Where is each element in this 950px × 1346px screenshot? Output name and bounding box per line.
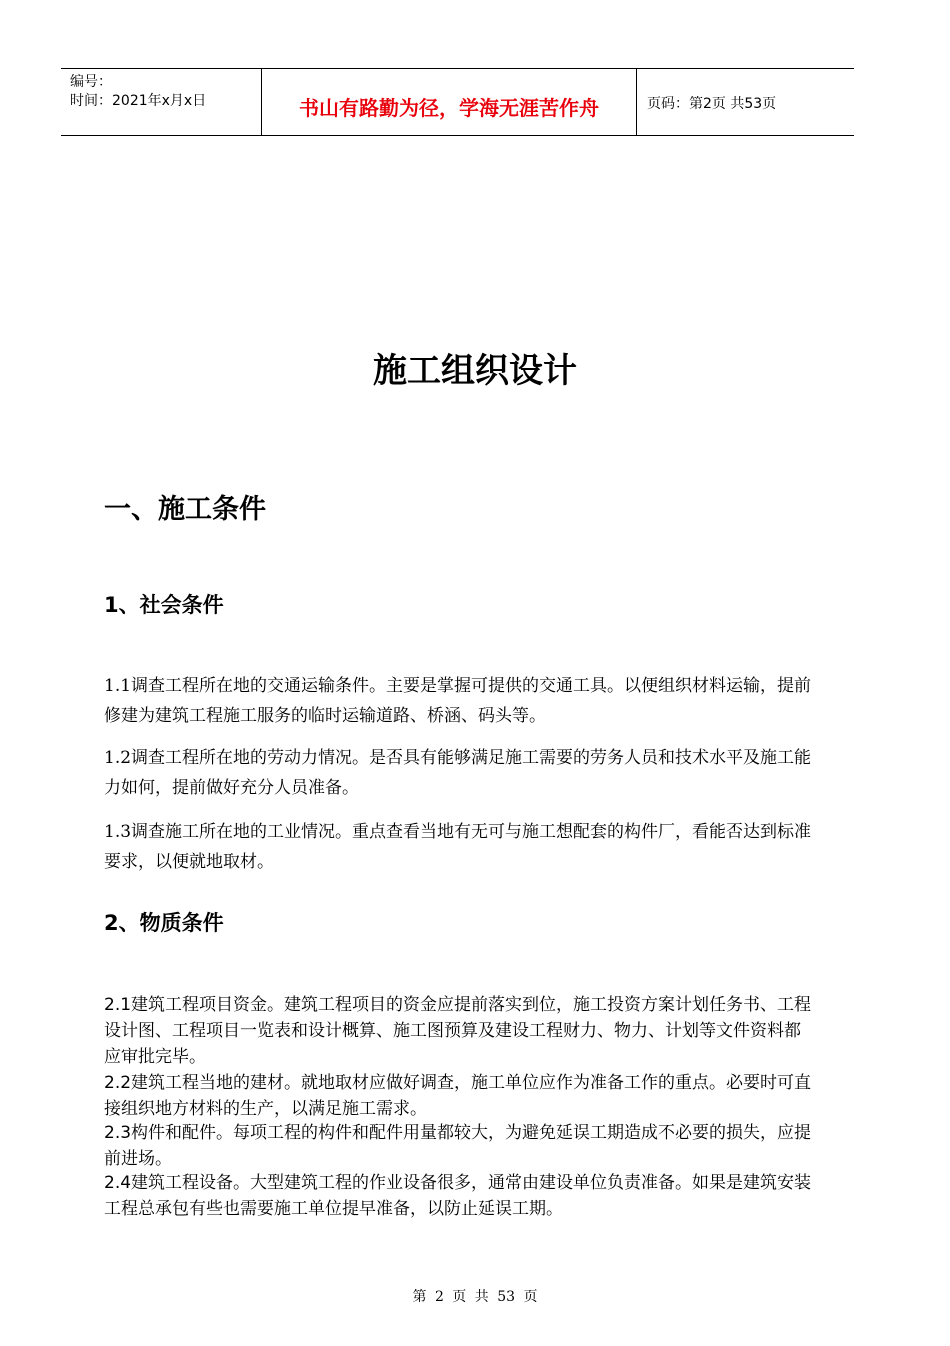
- subsection-heading-social: 1、社会条件: [104, 593, 224, 617]
- paragraph-1-1: 1.1调查工程所在地的交通运输条件。主要是掌握可提供的交通工具。以便组织材料运输，提前修建为建筑工程施工服务的临时运输道路、桥涵、码头等。: [104, 676, 812, 726]
- document-title: 施工组织设计: [373, 351, 577, 391]
- motto: 书山有路勤为径，学海无涯苦作舟: [299, 96, 599, 120]
- page-footer: 第 2 页 共 53 页: [412, 1289, 538, 1305]
- header-motto-cell: [262, 69, 637, 135]
- header-left-cell: [61, 69, 262, 135]
- header-right-cell: [637, 69, 854, 135]
- subsection-heading-material: 2、物质条件: [104, 911, 224, 935]
- page-header: [61, 68, 854, 136]
- paragraph-1-2: 1.2调查工程所在地的劳动力情况。是否具有能够满足施工需要的劳务人员和技术水平及施工能力如何，提前做好充分人员准备。: [104, 748, 812, 798]
- page-info: 页码：第2页 共53页: [647, 96, 777, 112]
- time-label: 时间：2021年x月x日: [70, 93, 207, 109]
- paragraph-2-1: 2.1建筑工程项目资金。建筑工程项目的资金应提前落实到位，施工投资方案计划任务书、工程设计图、工程项目一览表和设计概算、施工图预算及建设工程财力、物力、计划等文件资料都应审批完毕。: [104, 995, 812, 1067]
- number-label: 编号：: [70, 74, 112, 90]
- paragraph-1-3: 1.3调查施工所在地的工业情况。重点查看当地有无可与施工想配套的构件厂，看能否达到标准要求，以便就地取材。: [104, 822, 812, 872]
- paragraph-2-3: 2.3构件和配件。每项工程的构件和配件用量都较大，为避免延误工期造成不必要的损失，应提前进场。: [104, 1123, 812, 1169]
- paragraph-2-2: 2.2建筑工程当地的建材。就地取材应做好调查，施工单位应作为准备工作的重点。必要时可直接组织地方材料的生产，以满足施工需求。: [104, 1073, 812, 1119]
- section-heading: 一、施工条件: [104, 494, 266, 525]
- paragraph-2-4: 2.4建筑工程设备。大型建筑工程的作业设备很多，通常由建设单位负责准备。如果是建筑安装工程总承包有些也需要施工单位提早准备，以防止延误工期。: [104, 1173, 812, 1219]
